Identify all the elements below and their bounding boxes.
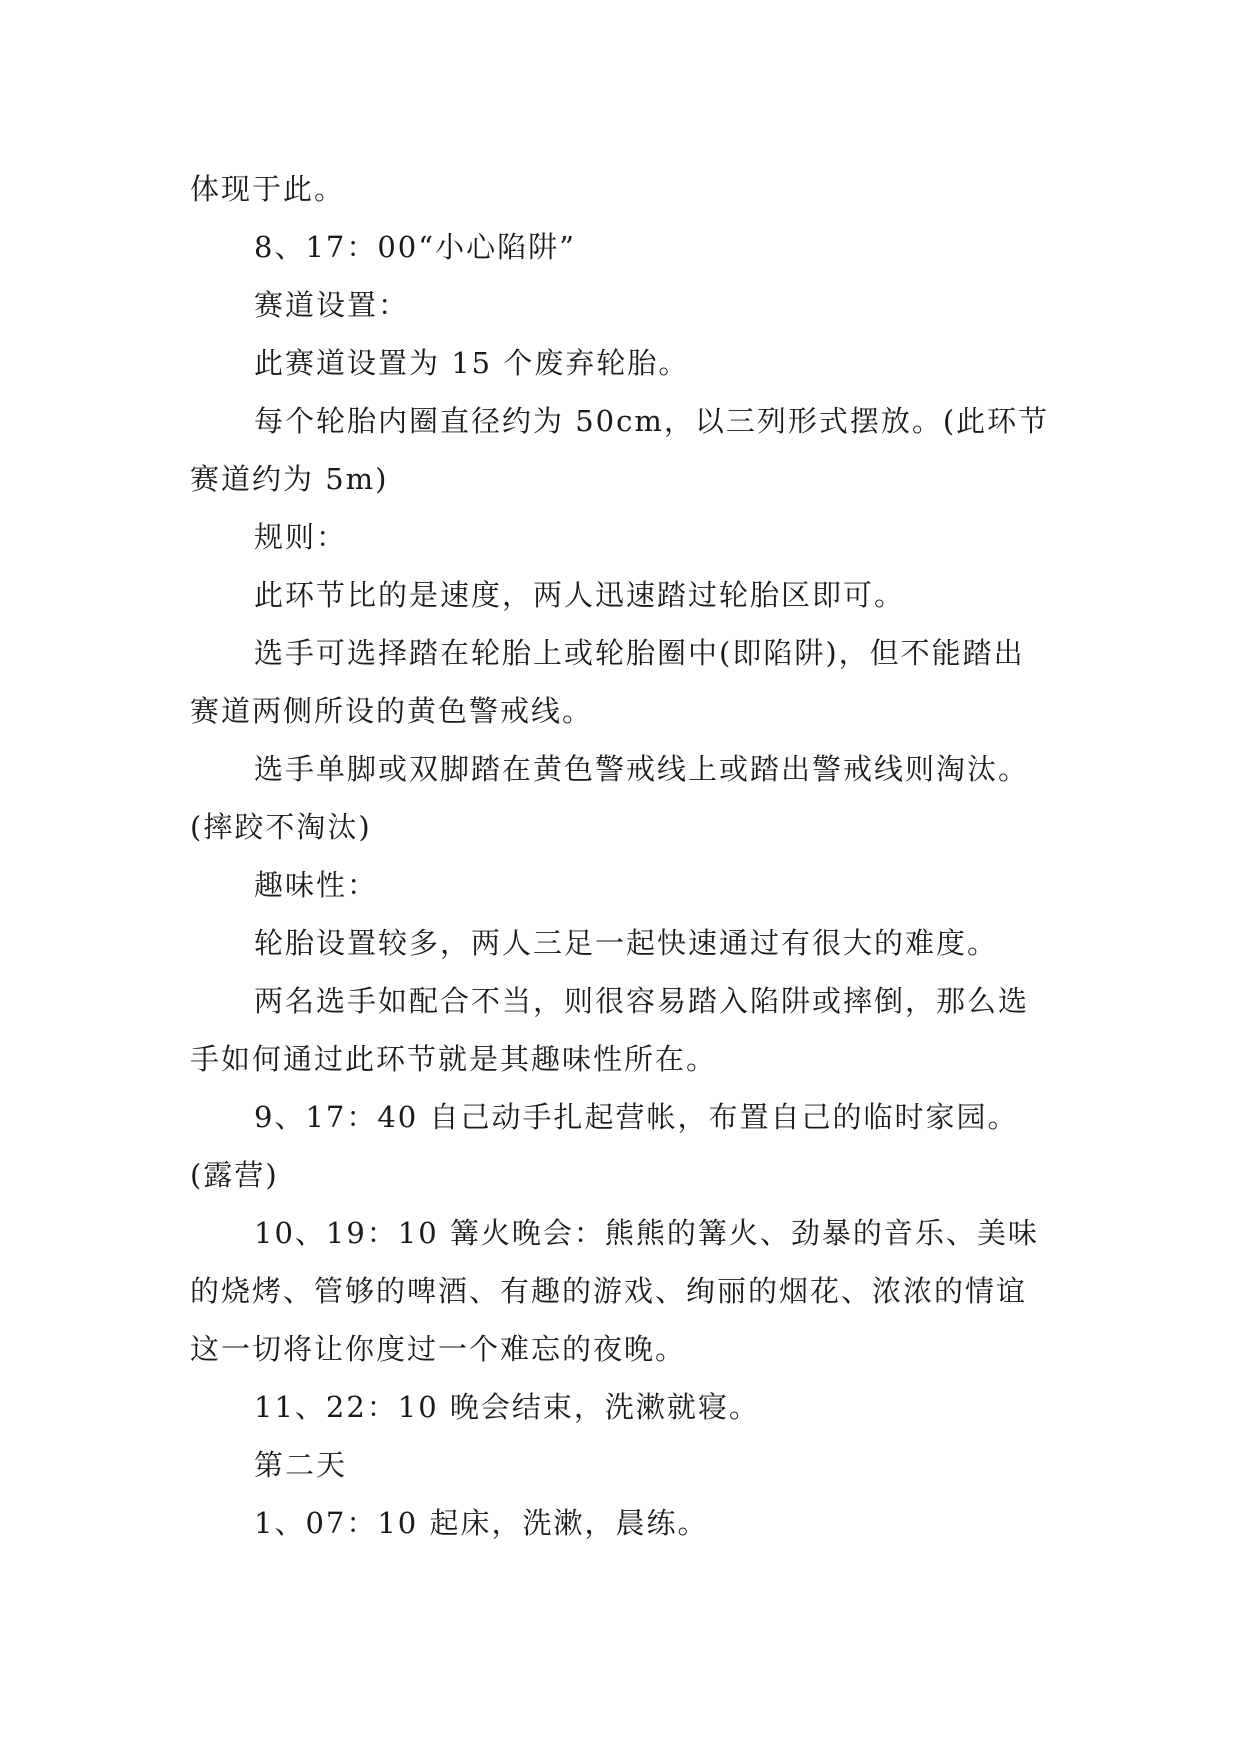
day-heading: 第二天 — [254, 1448, 348, 1482]
subheading: 规则： — [254, 520, 348, 554]
document-body — [190, 160, 1050, 1552]
schedule-item: 9、17：40 自己动手扎起营帐，布置自己的临时家园。(露营) — [190, 1100, 1019, 1192]
paragraph: 轮胎设置较多，两人三足一起快速通过有很大的难度。 — [254, 926, 999, 960]
subheading: 趣味性： — [254, 868, 379, 902]
paragraph: 体现于此。 — [190, 172, 346, 206]
schedule-item: 10、19：10 篝火晚会：熊熊的篝火、劲暴的音乐、美味的烧烤、管够的啤酒、有趣的游戏、绚丽的烟花、浓浓的情谊这一切将让你度过一个难忘的夜晚。 — [190, 1216, 1039, 1366]
paragraph: 选手单脚或双脚踏在黄色警戒线上或踏出警戒线则淘汰。(摔跤不淘汰) — [190, 752, 1030, 844]
schedule-item: 1、07：10 起床，洗漱，晨练。 — [254, 1506, 709, 1540]
paragraph: 两名选手如配合不当，则很容易踏入陷阱或摔倒，那么选手如何通过此环节就是其趣味性所在。 — [190, 984, 1030, 1076]
schedule-item: 11、22：10 晚会结束，洗漱就寝。 — [254, 1390, 760, 1424]
paragraph: 选手可选择踏在轮胎上或轮胎圈中(即陷阱)，但不能踏出赛道两侧所设的黄色警戒线。 — [190, 636, 1025, 728]
subheading: 赛道设置： — [254, 288, 410, 322]
paragraph: 此环节比的是速度，两人迅速踏过轮胎区即可。 — [254, 578, 906, 612]
paragraph: 每个轮胎内圈直径约为 50cm，以三列形式摆放。(此环节赛道约为 5m) — [190, 404, 1050, 496]
paragraph: 此赛道设置为 15 个废弃轮胎。 — [254, 346, 690, 380]
section-heading: 8、17：00“小心陷阱” — [254, 230, 576, 264]
